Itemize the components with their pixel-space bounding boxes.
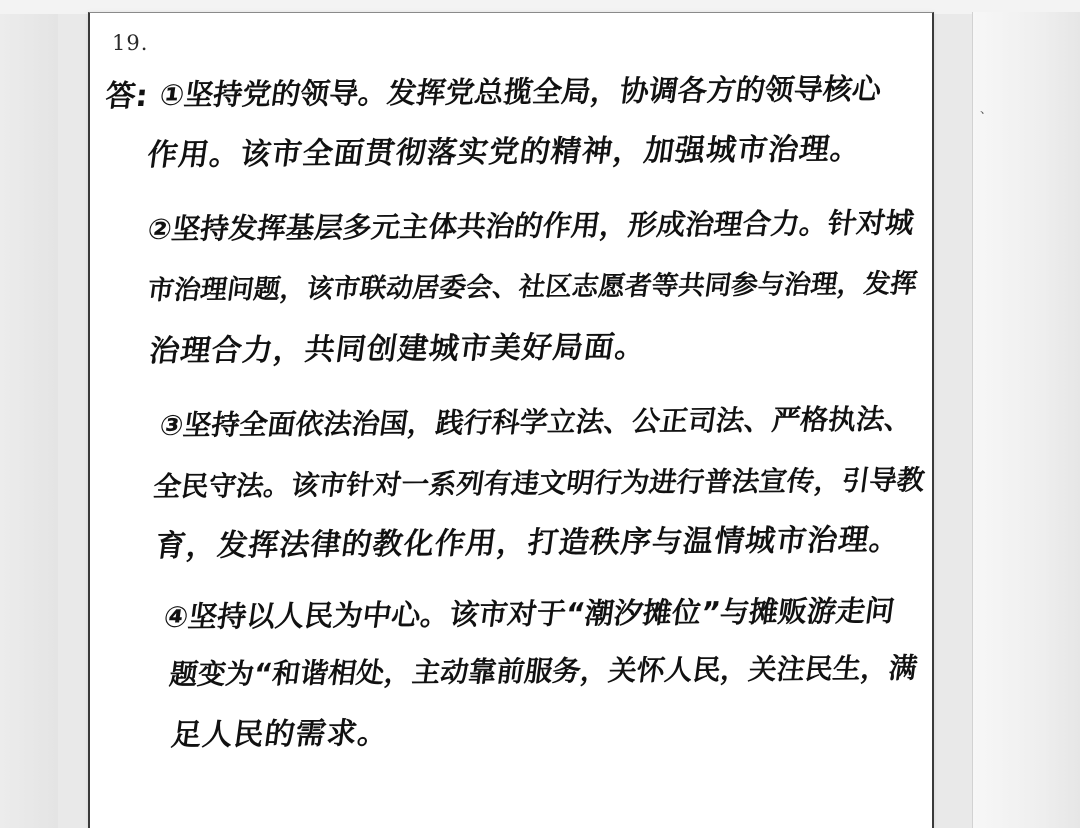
next-page-mark: 、: [980, 102, 993, 116]
answer-line: 治理合力，共同创建城市美好局面。: [147, 329, 649, 369]
answer-line: ①坚持党的领导。发挥党总揽全局，协调各方的领导核心: [157, 71, 884, 112]
answer-line: 市治理问题，该市联动居委会、社区志愿者等共同参与治理，发挥: [145, 268, 920, 306]
answer-line: ④坚持以人民为中心。该市对于“潮汐摊位”与摊贩游走问: [161, 593, 897, 634]
answer-line: ②坚持发挥基层多元主体共治的作用，形成治理合力。针对城: [145, 206, 916, 246]
answer-line: 育，发挥法律的教化作用，打造秩序与温情城市治理。: [153, 522, 903, 564]
answer-line: 作用。该市全面贯彻落实党的精神，加强城市治理。: [145, 131, 864, 173]
answer-line: ③坚持全面依法治国，践行科学立法、公正司法、严格执法、: [157, 402, 915, 442]
next-page-edge[interactable]: [972, 12, 1080, 828]
answer-line: 足人民的需求。: [169, 716, 392, 753]
answer-line: 题变为“和谐相处，主动靠前服务，关怀人民，关注民生，满: [167, 651, 920, 691]
viewer-left-gutter: [0, 14, 58, 828]
answer-sheet: [88, 12, 934, 828]
answer-label: 答:: [103, 79, 150, 114]
answer-line: 全民守法。该市针对一系列有违文明行为进行普法宣传，引导教: [151, 464, 927, 503]
question-number: 19.: [112, 31, 149, 55]
